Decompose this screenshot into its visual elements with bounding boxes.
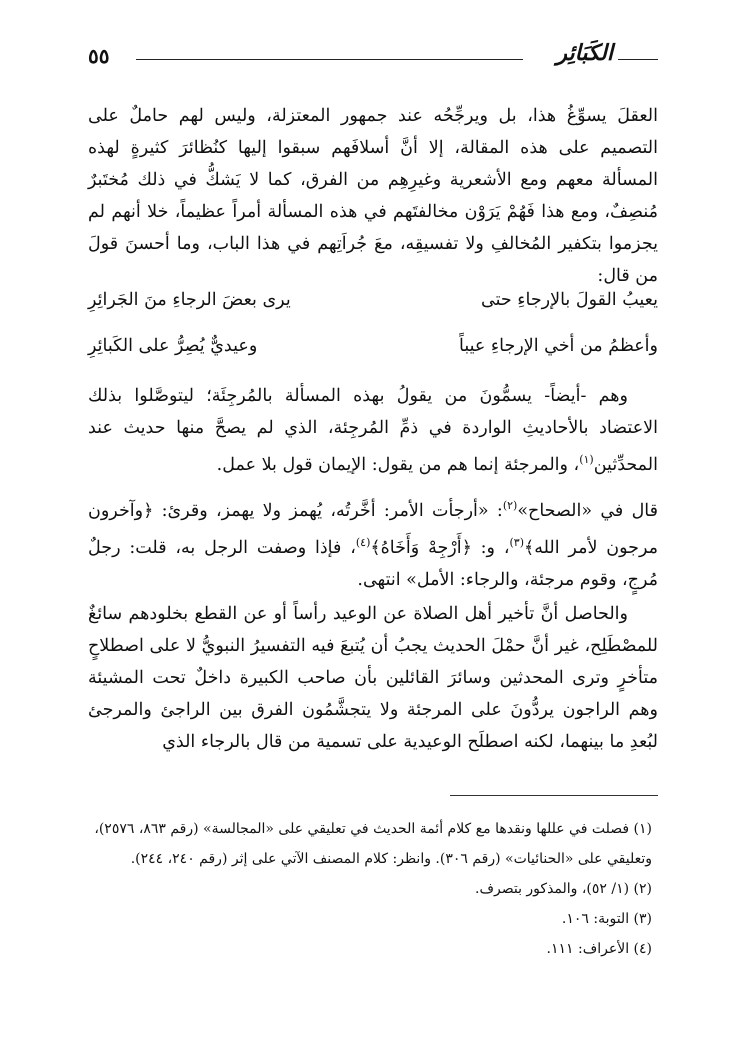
paragraph-3-rest: : «أرجأت الأمر: أخَّرتُه، يُهمز ولا يهمز، وقرئ: ﴿وآخرون مرجون لأمر الله﴾: [88, 500, 658, 558]
footnote-4: (٤) الأعراف: ١١١.: [546, 941, 652, 957]
paragraph-2: [88, 380, 658, 481]
page-header: [88, 40, 658, 80]
verse-1-first-hemistich: يعيبُ القولَ بالإرجاءِ حتى: [481, 290, 658, 310]
footnote-2: (٢) (١/ ٥٢)، والمذكور بتصرف.: [475, 881, 652, 897]
header-rule-right: [618, 59, 658, 60]
paragraph-3-text: [88, 490, 658, 596]
paragraph-4: [88, 598, 658, 758]
paragraph-4-text: والحاصل أنَّ تأخير أهل الصلاة عن الوعيد رأساً أو عن القطع بخلودهم سائغٌ للمصْطَلِح، غير أنَّ حمْلَ الحديث يجبُ أن يُتبعَ فيه التفسيرُ النبويُّ لا على اصطلاحٍ متأخرٍ وترى المحدثين وسائرَ القائلين بأن صاحب الكبيرة داخلٌ تحت المشيئة وهم الراجون يردُّونَ على المرجئة ولا يتجشَّمُون الفرق بين الراجئ والمرجئ لبُعدِ ما بينهما، لكنه اصطلَح الوعيدية على تسمية من قال بالرجاء الذي: [88, 604, 658, 752]
header-rule: [136, 59, 523, 60]
verse-row-2: [88, 336, 658, 382]
paragraph-1: [88, 100, 658, 292]
paragraph-2-tail: ، والمرجئة إنما هم من يقول: الإيمان قول بلا عمل.: [216, 454, 580, 475]
footnote-ref-4[interactable]: (٤): [355, 535, 371, 549]
book-title: الكَبَائِر: [556, 40, 613, 66]
verse-row-1: [88, 290, 658, 336]
verse-1-second-hemistich: يرى بعضَ الرجاءِ منَ الجَرائِرِ: [88, 290, 291, 310]
paragraph-2-body: وهم -أيضاً- يسمُّونَ من يقولُ بهذه المسألة بالمُرجِئَة؛ ليتوصَّلوا بذلك الاعتضاد بالأحاديثِ الواردة في ذمِّ المُرجِئة، الذي لم يصحَّ منها حديث عند المحدِّثين: [88, 386, 658, 475]
page-number: ٥٥: [88, 44, 110, 68]
paragraph-3-lead: قال في «الصحاح»: [517, 500, 658, 521]
paragraph-1-text: العقلَ يسوِّغُ هذا، بل ويرجِّحُه عند جمهور المعتزلة، وليس لهم حاملٌ على التصميم على هذه المقالة، إلا أنَّ أسلافَهم سبقوا إليها كنُظائرَ كثيرةٍ لهذه المسألة معهم ومع الأشعرية وغيرِهِم من الفرق، كما لا يَشكُّ في ذلك مُختَبرٌ مُنصِفٌ، ومع هذا فَهُمْ يَرَوْن مخالفتَهم في هذه المسألة أمراً عظيماً، خلا أنهم لم يجزموا بتكفير المُخالفِ ولا تفسيقِه، معَ جُراَتِهم في هذا الباب، وما أحسنَ قولَ من قال:: [88, 106, 658, 286]
footnote-separator: [450, 795, 658, 796]
verse-2-second-hemistich: وعيديٌّ يُصِرُّ على الكَبائِرِ: [88, 336, 258, 356]
paragraph-3-end: ، فإذا وصفت الرجل به، قلت: رجلٌ مُرجٍ، وقوم مرجئة، والرجاء: الأمل» انتهى.: [88, 537, 658, 590]
poetry-block: [88, 290, 658, 382]
footnotes: [88, 814, 658, 964]
paragraph-3-mid: ، و: ﴿أَرْجِهْ وَأَخَاهُ﴾: [370, 537, 510, 558]
footnote-3: (٣) التوبة: ١٠٦.: [561, 911, 652, 927]
footnote-ref-2[interactable]: (٢): [502, 499, 518, 512]
footnote-ref-3[interactable]: (٣): [509, 535, 524, 549]
verse-2-first-hemistich: وأعظمُ من أخي الإرجاءِ عيباً: [459, 336, 658, 356]
paragraph-3: [88, 490, 658, 596]
footnote-1: (١) فصلت في عللها ونقدها مع كلام أئمة الحديث في تعليقي على «المجالسة» (رقم ٨٦٣، ٢٥٧٦)، وتعليقي على «الحنائيات» (رقم ٣٠٦). وانظر: كلام المصنف الآتي على إثر (رقم ٢٤٠، ٢٤٤).: [94, 821, 652, 867]
paragraph-2-text: [88, 380, 658, 481]
footnote-ref-1[interactable]: (١): [579, 453, 594, 466]
